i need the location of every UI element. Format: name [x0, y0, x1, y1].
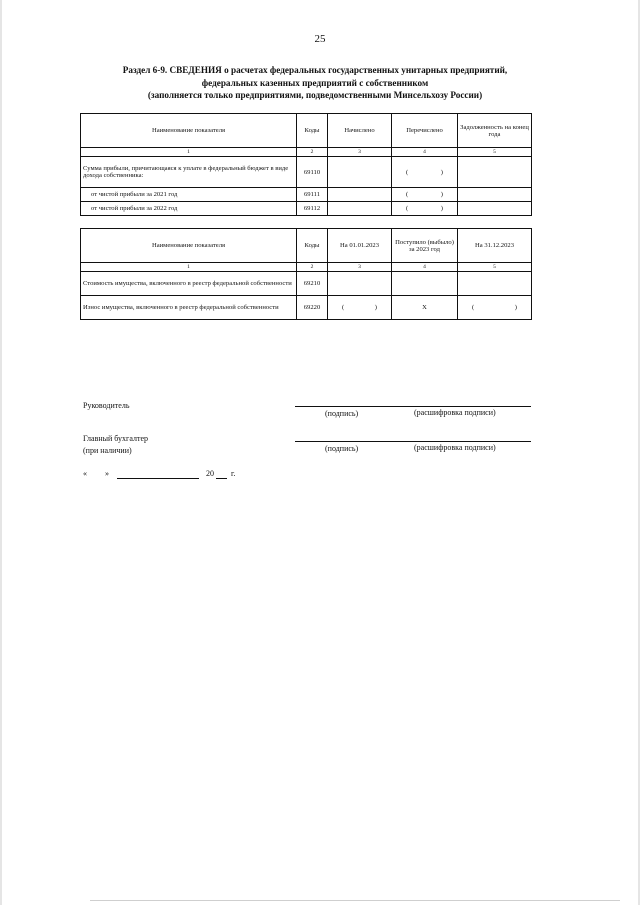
scan-edge-bottom	[90, 900, 620, 901]
start-value-cell[interactable]	[328, 272, 392, 296]
accrued-cell[interactable]	[328, 202, 392, 216]
decode-caption: (расшифровка подписи)	[414, 443, 496, 452]
header-debt-end-year: Задолженность на конец года	[458, 114, 532, 148]
row-code: 69210	[297, 272, 328, 296]
transferred-cell[interactable]	[392, 188, 458, 202]
date-open-quote: «	[83, 469, 87, 478]
column-number: 1	[81, 148, 297, 157]
header-codes: Коды	[297, 229, 328, 263]
column-number: 3	[328, 263, 392, 272]
debt-cell[interactable]	[458, 202, 532, 216]
row-code: 69112	[297, 202, 328, 216]
end-value-cell[interactable]	[458, 272, 532, 296]
close-paren: )	[440, 191, 443, 198]
open-paren: (	[472, 304, 475, 311]
date-year-prefix: 20	[206, 469, 214, 478]
accrued-cell[interactable]	[328, 157, 392, 188]
chief-accountant-note: (при наличии)	[83, 446, 132, 455]
row-code: 69111	[297, 188, 328, 202]
column-number-row	[81, 263, 532, 272]
change-cell[interactable]: X	[392, 296, 458, 320]
close-paren: )	[374, 304, 377, 311]
date-year-suffix: г.	[231, 469, 236, 478]
signature-caption: (подпись)	[325, 444, 359, 453]
transferred-cell[interactable]	[392, 202, 458, 216]
column-number: 5	[458, 263, 532, 272]
settlements-table	[80, 113, 532, 216]
chief-accountant-signature-line[interactable]	[295, 441, 531, 442]
date-year-line[interactable]	[216, 478, 227, 479]
header-end-date: На 31.12.2023	[458, 229, 532, 263]
header-received-disposed: Поступило (выбыло) за 2023 год	[392, 229, 458, 263]
end-value-cell[interactable]	[458, 296, 532, 320]
scan-edge-left	[0, 0, 2, 905]
debt-cell[interactable]	[458, 157, 532, 188]
header-indicator: Наименование показателя	[81, 229, 297, 263]
title-line-3: (заполняется только предприятиями, подведомственными Минсельхозу России)	[147, 90, 483, 100]
table-row	[81, 157, 532, 188]
table-row	[81, 272, 532, 296]
table-row	[81, 296, 532, 320]
row-name: Износ имущества, включенного в реестр федеральной собственности	[81, 296, 297, 320]
header-indicator: Наименование показателя	[81, 114, 297, 148]
title-line-2: федеральных казенных предприятий с собственником	[201, 77, 429, 88]
date-month-line[interactable]	[117, 478, 199, 479]
accrued-cell[interactable]	[328, 188, 392, 202]
change-cell[interactable]	[392, 272, 458, 296]
header-accrued: Начислено	[328, 114, 392, 148]
header-transferred: Перечислено	[392, 114, 458, 148]
start-value-cell[interactable]	[328, 296, 392, 320]
table-row	[81, 188, 532, 202]
header-start-date: На 01.01.2023	[328, 229, 392, 263]
open-paren: (	[406, 191, 409, 198]
close-paren: )	[440, 168, 443, 176]
column-number: 4	[392, 263, 458, 272]
column-number: 2	[297, 148, 328, 157]
open-paren: (	[342, 304, 345, 311]
row-name: от чистой прибыли за 2021 год	[81, 188, 297, 202]
open-paren: (	[406, 205, 409, 212]
row-code: 69220	[297, 296, 328, 320]
decode-caption: (расшифровка подписи)	[414, 408, 496, 417]
property-table	[80, 228, 532, 320]
close-paren: )	[514, 304, 517, 311]
date-close-quote: »	[105, 469, 109, 478]
debt-cell[interactable]	[458, 188, 532, 202]
title-line-1: Раздел 6-9. СВЕДЕНИЯ о расчетах федеральных государственных унитарных предприятий,	[122, 65, 508, 75]
row-name: Сумма прибыли, причитающаяся к уплате в федеральный бюджет в виде дохода собственника:	[81, 157, 297, 188]
table-header-row	[81, 114, 532, 148]
row-code: 69110	[297, 157, 328, 188]
head-label: Руководитель	[83, 401, 130, 410]
close-paren: )	[440, 205, 443, 212]
column-number: 4	[392, 148, 458, 157]
table-row	[81, 202, 532, 216]
section-title	[80, 64, 550, 102]
header-codes: Коды	[297, 114, 328, 148]
chief-accountant-label: Главный бухгалтер	[83, 434, 148, 443]
column-number: 3	[328, 148, 392, 157]
head-signature-line[interactable]	[295, 406, 531, 407]
page-number: 25	[314, 33, 326, 45]
column-number: 1	[81, 263, 297, 272]
open-paren: (	[406, 168, 409, 176]
signature-caption: (подпись)	[325, 409, 359, 418]
transferred-cell[interactable]	[392, 157, 458, 188]
row-name: Стоимость имущества, включенного в реестр федеральной собственности	[81, 272, 297, 296]
column-number: 5	[458, 148, 532, 157]
column-number: 2	[297, 263, 328, 272]
row-name: от чистой прибыли за 2022 год	[81, 202, 297, 216]
column-number-row	[81, 148, 532, 157]
table-header-row	[81, 229, 532, 263]
